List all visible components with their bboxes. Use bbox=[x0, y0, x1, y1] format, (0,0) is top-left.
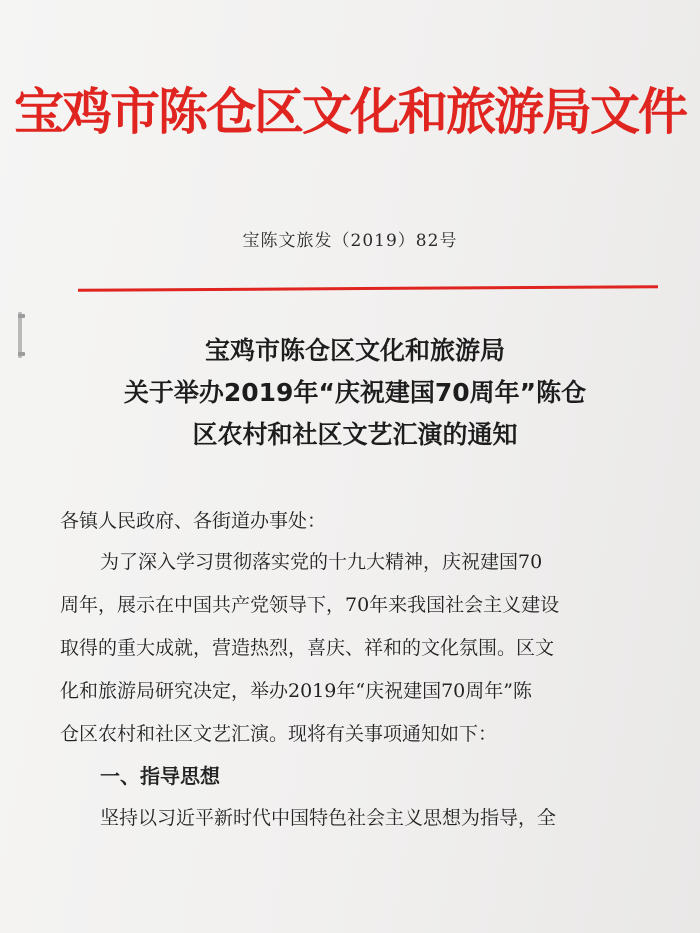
red-separator-line bbox=[78, 285, 658, 292]
issuing-authority-header: 宝鸡市陈仓区文化和旅游局文件 bbox=[14, 83, 686, 141]
notice-title-line-1: 宝鸡市陈仓区文化和旅游局 bbox=[204, 336, 505, 365]
salutation: 各镇人民政府、各街道办事处： bbox=[60, 510, 327, 532]
paragraph-line-5: 仓区农村和社区文艺汇演。现将有关事项通知如下： bbox=[60, 723, 498, 745]
notice-title bbox=[60, 330, 650, 456]
staple-icon bbox=[16, 312, 26, 358]
paragraph-line-1: 为了深入学习贯彻落实党的十九大精神，庆祝建国70 bbox=[100, 551, 543, 573]
section-heading: 一、指导思想 bbox=[100, 764, 220, 788]
document-number: 宝陈文旅发（2019）82号 bbox=[242, 231, 458, 251]
paragraph-line-4: 化和旅游局研究决定，举办2019年“庆祝建国70周年”陈 bbox=[60, 680, 532, 702]
paragraph-line-2: 周年，展示在中国共产党领导下，70年来我国社会主义建设 bbox=[60, 594, 560, 616]
paragraph-line-3: 取得的重大成就，营造热烈，喜庆、祥和的文化氛围。区文 bbox=[60, 637, 555, 659]
section-text: 坚持以习近平新时代中国特色社会主义思想为指导，全 bbox=[100, 807, 557, 829]
notice-title-line-2: 关于举办2019年“庆祝建国70周年”陈仓 bbox=[123, 378, 587, 407]
notice-title-line-3: 区农村和社区文艺汇演的通知 bbox=[192, 420, 518, 449]
